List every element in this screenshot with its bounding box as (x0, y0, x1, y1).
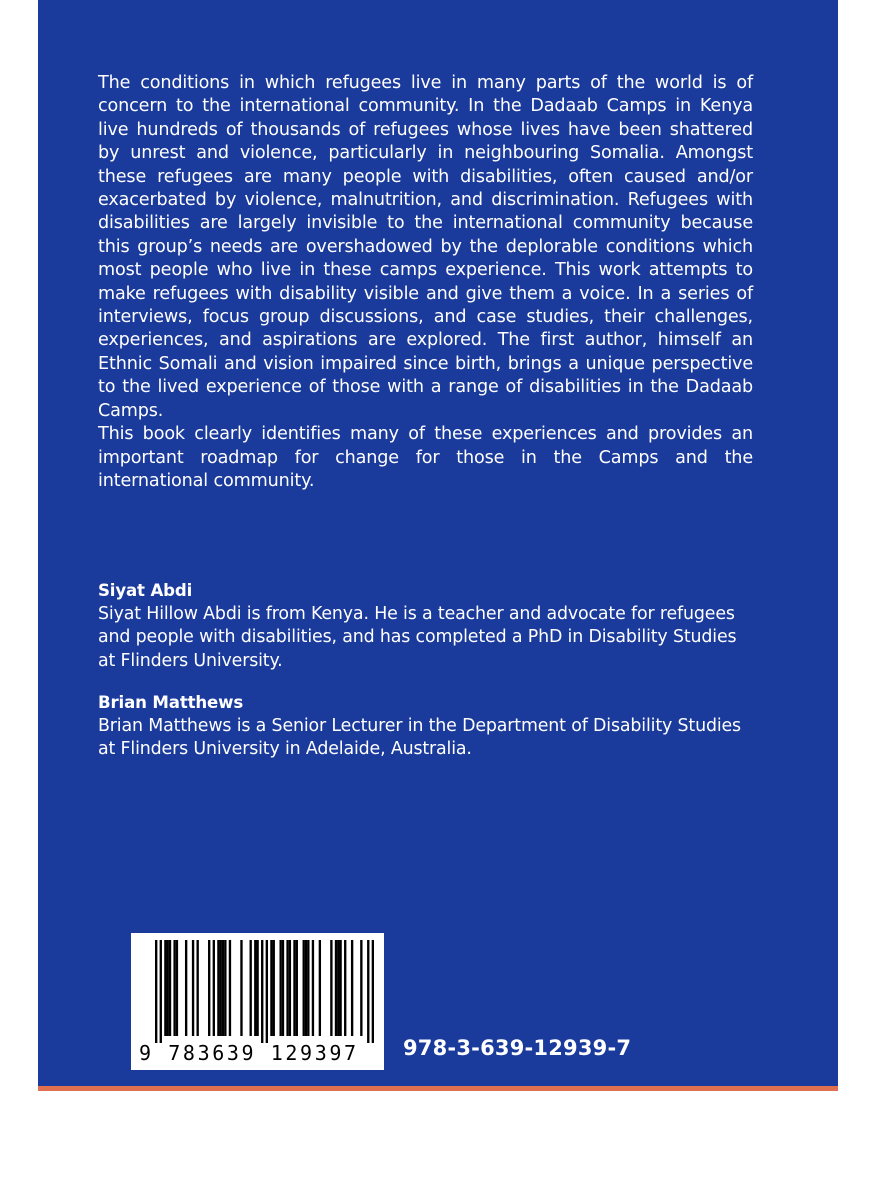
barcode-digits: 9 783639 129397 (139, 1041, 359, 1065)
barcode-bar (335, 940, 337, 1036)
barcode-bar (319, 940, 321, 1036)
barcode-bar (344, 940, 346, 1036)
author-bio: Siyat Hillow Abdi is from Kenya. He is a teacher and advocate for refugees and people with disabilities, and has completed a PhD in Disability Studies at Flinders University. (98, 603, 737, 671)
barcode-bar (229, 940, 231, 1036)
barcode-bar (282, 940, 284, 1036)
barcode-bar (286, 940, 288, 1036)
barcode-bar (293, 940, 295, 1036)
barcode-bar (250, 940, 252, 1036)
author-bio: Brian Matthews is a Senior Lecturer in the Department of Disability Studies at Flinders University in Adelaide, Australia. (98, 715, 741, 759)
barcode-bar (217, 940, 219, 1036)
barcode-bar (372, 940, 374, 1043)
barcode-bar (307, 940, 309, 1036)
barcode-bar (254, 940, 256, 1036)
barcode-bar (176, 940, 178, 1036)
bottom-stripe (38, 1086, 838, 1091)
barcode-bar (173, 940, 175, 1036)
barcode-bar (330, 940, 332, 1036)
barcode-bar (279, 940, 281, 1036)
barcode-bars (155, 940, 374, 1043)
barcode-bar (160, 940, 162, 1043)
barcode-bar (337, 940, 339, 1036)
barcode-bar (303, 940, 305, 1036)
barcode-bar (360, 940, 362, 1036)
isbn-number: 978-3-639-12939-7 (403, 1036, 632, 1060)
barcode-bar (261, 940, 263, 1043)
barcode-bar (339, 940, 341, 1036)
barcode-bar (367, 940, 369, 1043)
barcode-bar (296, 940, 298, 1036)
blurb-paragraph: The conditions in which refugees live in many parts of the world is of concern to the international community. In the Dadaab Camps in Kenya live hundreds of thousands of refugees whose lives have been shattered by unrest and violence, particularly in neighbouring Somalia. Amongst these refugees are many people with disabilities, often caused and/or exacerbated by violence, malnutrition, and discrimination. Refugees with disabilities are largely invisible to the international community because this group’s needs are overshadowed by the deplorable conditions which most people who live in these camps experience. This work attempts to make refugees with disability visible and give them a voice. In a series of interviews, focus group discussions, and case studies, their challenges, experiences, and aspirations are explored. The first author, himself an Ethnic Somali and vision impaired since birth, brings a unique perspective to the lived experience of those with a range of disabilities in the Dadaab Camps. (98, 73, 753, 421)
barcode-bar (169, 940, 171, 1036)
barcode-bar (289, 940, 291, 1036)
barcode-bar (208, 940, 210, 1036)
barcode-bar (213, 940, 215, 1036)
barcode-bar (192, 940, 194, 1036)
author-name: Brian Matthews (98, 693, 244, 712)
barcode-bar (273, 940, 275, 1036)
barcode-bar (305, 940, 307, 1036)
barcode-bar (196, 940, 198, 1036)
barcode-bar (256, 940, 258, 1036)
barcode-bar (312, 940, 314, 1036)
isbn-barcode (131, 933, 384, 1070)
book-blurb (98, 72, 753, 493)
barcode-bar (270, 940, 272, 1036)
barcode-bar (266, 940, 268, 1043)
barcode-bar (224, 940, 226, 1036)
author-name: Siyat Abdi (98, 581, 193, 600)
author-section (98, 691, 758, 762)
barcode-bar (240, 940, 242, 1036)
blurb-paragraph: This book clearly identifies many of these experiences and provides an important roadmap for change for those in the Camps and the international community. (98, 424, 753, 491)
barcode-bar (167, 940, 169, 1036)
barcode-bar (155, 940, 157, 1043)
barcode-bar (351, 940, 353, 1036)
barcode-bar (185, 940, 187, 1036)
barcode-bar (164, 940, 166, 1036)
barcode-bar (220, 940, 222, 1036)
barcode-bar (222, 940, 224, 1036)
author-section (98, 579, 758, 673)
